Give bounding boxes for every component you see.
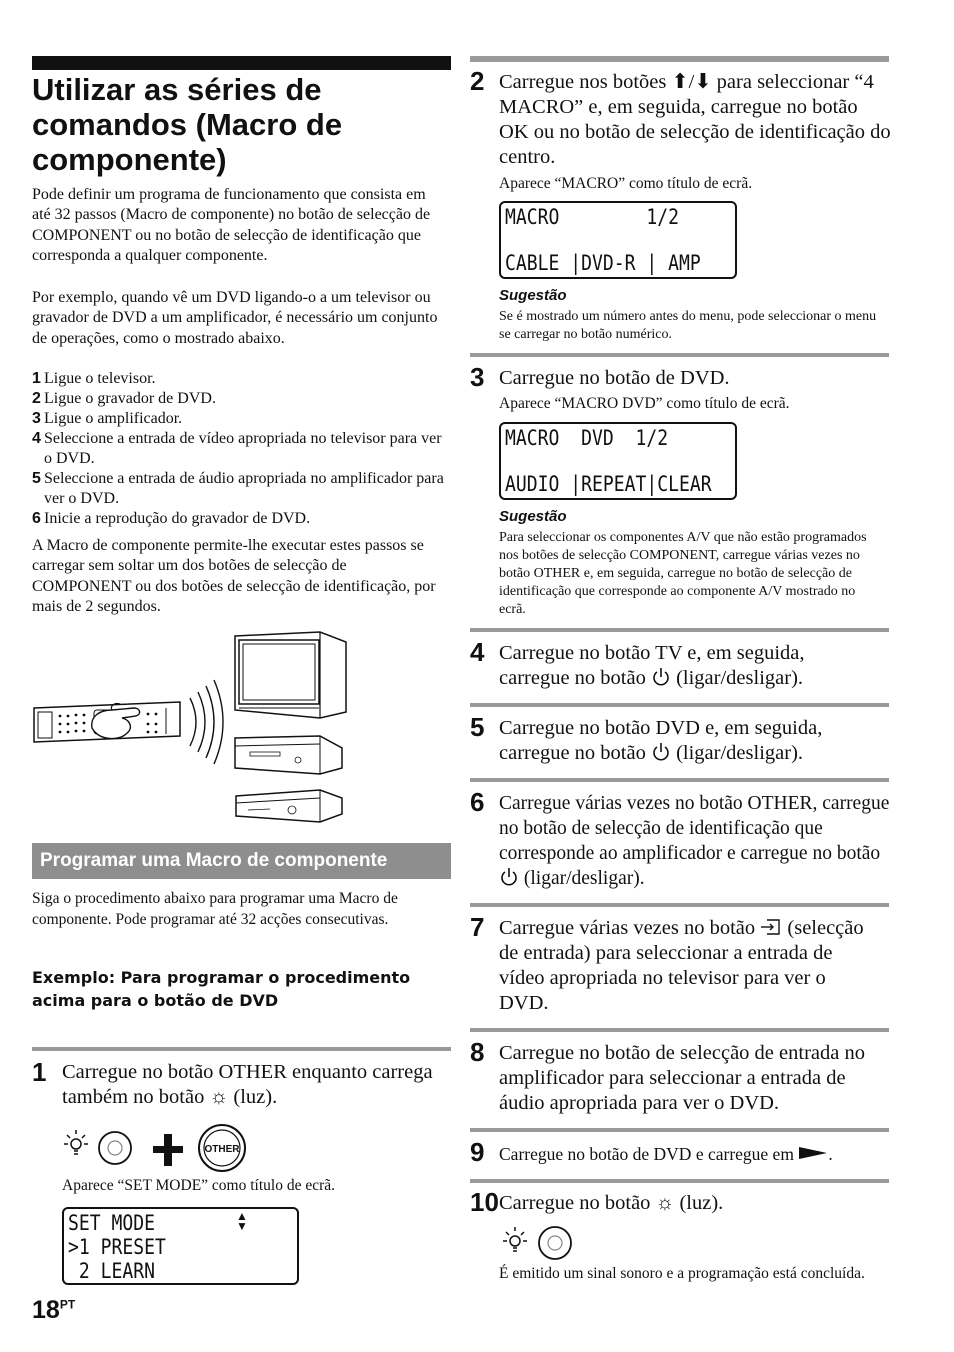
light-icon <box>503 1227 527 1251</box>
step-3-text: Carregue no botão de DVD. <box>499 367 730 389</box>
light-button-icon <box>539 1227 571 1259</box>
power-icon <box>651 742 671 762</box>
section-title: Programar uma Macro de componente <box>40 850 388 871</box>
step-4-text: Carregue no botão TV e, em seguida, carregue no botão (ligar/desligar). <box>499 642 805 689</box>
lcd-macro-dvd <box>499 422 737 500</box>
step-9-number: 9 <box>470 1137 485 1167</box>
list-item: 2 Ligue o gravador de DVD. <box>32 390 216 407</box>
step-3-note: Aparece “MACRO DVD” como título de ecrã. <box>499 395 790 412</box>
lcd-line: CABLE |DVD-R | AMP <box>505 251 701 275</box>
step-1-note: Aparece “SET MODE” como título de ecrã. <box>62 1177 336 1194</box>
remote-and-devices-illustration <box>30 628 350 828</box>
amplifier-icon <box>236 790 342 822</box>
step-1-text: Carregue no botão OTHER enquanto carrega também no botão ☼ (luz). <box>62 1061 433 1108</box>
power-icon <box>651 667 671 687</box>
step-9-text: Carregue no botão de DVD e carregue em . <box>499 1144 833 1164</box>
step-2-text: Carregue nos botões ⬆/⬇ para seleccionar “4 MACRO” e, em seguida, carregue no botão OK ou no botão de selecção de identificação do centro. <box>499 71 891 168</box>
step-7-number: 7 <box>470 912 485 942</box>
step-2-number: 2 <box>470 66 485 96</box>
light-button-illustration <box>499 1223 579 1263</box>
lcd-line: MACRO 1/2 <box>505 205 679 229</box>
up-down-arrow-icon: ▲ ▼ <box>236 1209 248 1233</box>
step-4-number: 4 <box>470 637 485 667</box>
signal-waves-icon <box>190 680 223 764</box>
tv-icon <box>235 632 346 718</box>
list-item: 4 Seleccione a entrada de vídeo apropriada no televisor para ver o DVD. <box>32 430 442 467</box>
page-number: $18^{PT}$ <box>32 1296 76 1324</box>
operation-list <box>32 369 447 529</box>
step-divider <box>470 778 889 782</box>
step-10-number: 10 <box>470 1187 499 1217</box>
list-item: 1 Ligue o televisor. <box>32 370 156 387</box>
lcd-line: >1 PRESET <box>68 1235 166 1259</box>
other-button-icon <box>199 1125 245 1171</box>
step-divider <box>470 1179 889 1183</box>
step-7-text: Carregue várias vezes no botão (selecção de entrada) para seleccionar a entrada de vídeo apropriada no televisor para ver o DVD. <box>499 917 864 1014</box>
intro-paragraph-1: Pode definir um programa de funcionamento que consista em até 32 passos (Macro de componente) no botão de selecção de COMPONENT ou no botão de selecção de identificação que corresponda a qualquer componente. <box>32 186 431 265</box>
lcd-line: AUDIO |REPEAT|CLEAR <box>505 472 712 496</box>
step-6-text: Carregue várias vezes no botão OTHER, carregue no botão de selecção de identificação que corresponde ao amplificador e carregue no botão (ligar/desligar). <box>499 793 890 889</box>
light-button-icon <box>99 1132 131 1164</box>
step-divider <box>470 703 889 707</box>
step-divider <box>32 1047 451 1051</box>
tip-body: Se é mostrado um número antes do menu, pode seleccionar o menu se carregar no botão numérico. <box>499 309 877 342</box>
step-divider <box>470 628 889 632</box>
power-icon <box>499 867 519 887</box>
step-5-text: Carregue no botão DVD e, em seguida, carregue no botão (ligar/desligar). <box>499 717 823 764</box>
remote-control-icon <box>34 702 180 742</box>
tip-body: Para seleccionar os componentes A/V que não estão programados nos botões de selecção COMPONENT, carregue várias vezes no botão OTHER e, em seguida, carregue no botão de selecção de identificação que corresponde ao componente A/V mostrado no ecrã. <box>499 530 867 617</box>
intro-paragraph-2: Por exemplo, quando vê um DVD ligando-o a um televisor ou gravador de DVD a um amplificador, é necessário um conjunto de operações, como o mostrado abaixo. <box>32 289 438 347</box>
svg-text:OTHER: OTHER <box>204 1144 240 1155</box>
lcd-line: 2 LEARN <box>68 1259 155 1283</box>
list-item: 5 Seleccione a entrada de áudio apropriada no amplificador para ver o DVD. <box>32 470 444 507</box>
step-5-number: 5 <box>470 712 485 742</box>
step-divider <box>470 56 889 62</box>
lcd-set-mode <box>62 1207 299 1285</box>
step-8-text: Carregue no botão de selecção de entrada no amplificador para seleccionar a entrada de áudio apropriada para ver o DVD. <box>499 1042 865 1114</box>
section-body: Siga o procedimento abaixo para programar uma Macro de componente. Pode programar até 32 acções consecutivas. <box>32 890 398 928</box>
intro-paragraph-3: A Macro de componente permite-lhe executar estes passos se carregar sem soltar um dos botões de selecção de COMPONENT ou dos botões de selecção de identificação, por mais de 2 segundos. <box>32 537 436 616</box>
step-10-note: É emitido um sinal sonoro e a programação está concluída. <box>499 1265 865 1282</box>
step-divider <box>470 1128 889 1132</box>
step-divider <box>470 353 889 357</box>
example-heading: Exemplo: Para programar o procedimento acima para o botão de DVD <box>32 968 411 1010</box>
step-divider <box>470 903 889 907</box>
plus-icon <box>153 1134 183 1166</box>
step-10-text: Carregue no botão ☼ (luz). <box>499 1192 724 1214</box>
input-select-icon <box>760 917 782 937</box>
step-3-number: 3 <box>470 362 485 392</box>
page-title: Utilizar as séries de comandos (Macro de componente) <box>32 72 343 177</box>
list-item: 6 Inicie a reprodução do gravador de DVD. <box>32 510 311 527</box>
list-item: 3 Ligue o amplificador. <box>32 410 183 427</box>
tip-title: Sugestão <box>499 287 567 304</box>
step-8-number: 8 <box>470 1037 485 1067</box>
play-icon <box>798 1146 828 1160</box>
lcd-macro <box>499 201 737 279</box>
dvd-recorder-icon <box>235 736 342 774</box>
step-6-number: 6 <box>470 787 485 817</box>
title-bar <box>32 56 451 70</box>
light-plus-other-buttons <box>60 1122 260 1174</box>
light-icon <box>64 1130 88 1154</box>
lcd-line: SET MODE <box>68 1211 232 1235</box>
lcd-line: MACRO DVD 1/2 <box>505 426 669 450</box>
tip-title: Sugestão <box>499 508 567 525</box>
step-divider <box>470 1028 889 1032</box>
step-2-note: Aparece “MACRO” como título de ecrã. <box>499 175 753 192</box>
step-1-number: 1 <box>32 1057 47 1087</box>
